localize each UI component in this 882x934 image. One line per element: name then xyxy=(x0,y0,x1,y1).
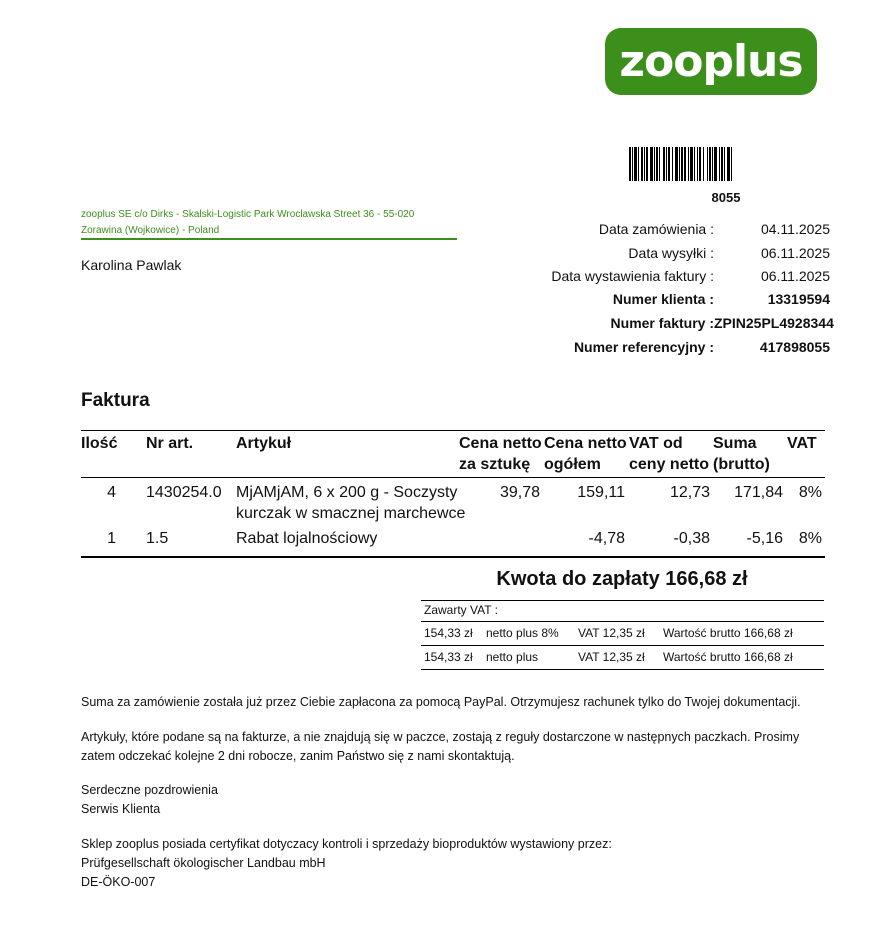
total-to-pay: Kwota do zapłaty 166,68 zł xyxy=(496,568,748,590)
meta-reference-number xyxy=(474,339,830,355)
meta-label: Numer faktury : xyxy=(610,315,714,331)
col-header-gross-sum xyxy=(713,433,770,475)
header-line: za sztukę xyxy=(459,456,531,473)
table-header-rule xyxy=(81,477,825,478)
zooplus-logo: zooplus xyxy=(605,28,817,95)
col-header-net-total xyxy=(544,433,627,475)
meta-value: 13319594 xyxy=(767,291,830,307)
note-certificate xyxy=(81,835,821,892)
note-paid: Suma za zamówienie została już przez Ciebie zapłacona za pomocą PayPal. Otrzymujesz rachunek tylko do Twojej dokumentacji. xyxy=(81,695,801,709)
row1-vat-rate: 8% xyxy=(798,484,822,501)
meta-label: Data zamówienia : xyxy=(598,221,714,237)
sender-line-2: Zorawina (Wojkowice) - Poland xyxy=(81,225,220,236)
row2-article-number: 1.5 xyxy=(146,530,169,547)
barcode-number: 8055 xyxy=(711,190,741,205)
note-greeting xyxy=(81,781,821,819)
meta-order-date xyxy=(474,221,830,237)
sender-address xyxy=(81,207,457,239)
vat-label-rule xyxy=(421,621,824,622)
note-line: Artykuły, które podane są na fakturze, a nie znajdują się w paczce, zostają z reguły dostarczone w następnych paczkach. Prosimy xyxy=(81,730,800,744)
note-line: zatem odczekać kolejne 2 dni robocze, zanim Państwo się z nami skontaktują. xyxy=(81,749,515,763)
vat-row1-desc: netto plus 8% xyxy=(486,626,559,640)
vat-row2-gross: Wartość brutto 166,68 zł xyxy=(663,650,793,664)
note-missing-items xyxy=(81,728,821,766)
row1-vat-amount: 12,73 xyxy=(669,484,710,501)
note-line: DE-ÖKO-007 xyxy=(81,875,156,889)
header-line: ceny netto xyxy=(629,456,710,473)
meta-value: 417898055 xyxy=(759,339,830,355)
col-header-qty: Ilość xyxy=(81,435,118,452)
row2-gross-sum: -5,16 xyxy=(746,530,783,547)
row1-unit-price: 39,78 xyxy=(499,484,540,501)
vat-row-rule xyxy=(421,645,824,646)
table-bottom-rule xyxy=(81,556,825,558)
vat-bottom-rule xyxy=(421,669,824,670)
meta-label: Numer klienta : xyxy=(612,291,714,307)
col-header-vat-rate: VAT xyxy=(787,435,817,452)
row1-article-number: 1430254.0 xyxy=(146,484,222,501)
meta-ship-date xyxy=(474,245,830,261)
vat-row1-net: 154,33 zł xyxy=(424,626,473,640)
row1-gross-sum: 171,84 xyxy=(734,484,783,501)
meta-value: 06.11.2025 xyxy=(760,245,830,261)
table-top-rule xyxy=(81,430,825,431)
note-line: Serdeczne pozdrowienia xyxy=(81,783,218,797)
meta-label: Data wystawienia faktury : xyxy=(551,268,714,284)
note-line: Serwis Klienta xyxy=(81,802,161,816)
meta-customer-number xyxy=(474,291,830,307)
barcode xyxy=(629,147,823,181)
note-line: Sklep zooplus posiada certyfikat dotyczacy kontroli i sprzedaży bioproduktów wystawiony przez: xyxy=(81,837,612,851)
header-line: Cena netto xyxy=(459,435,542,452)
article-line: MjAMjAM, 6 x 200 g - Soczysty xyxy=(236,484,458,501)
row1-qty: 4 xyxy=(107,484,116,501)
col-header-article: Artykuł xyxy=(236,435,292,452)
row1-article xyxy=(236,482,465,524)
vat-row2-desc: netto plus xyxy=(486,650,539,664)
header-line: Cena netto xyxy=(544,435,627,452)
meta-invoice-number xyxy=(474,315,834,331)
meta-value: 06.11.2025 xyxy=(760,268,830,284)
sender-line-1: zooplus SE c/o Dirks - Skalski-Logistic Park Wroclawska Street 36 - 55-020 xyxy=(81,209,415,220)
meta-value: 04.11.2025 xyxy=(760,221,830,237)
row2-article: Rabat lojalnościowy xyxy=(236,530,378,547)
vat-row1-vat: VAT 12,35 zł xyxy=(578,626,645,640)
header-line: ogółem xyxy=(544,456,601,473)
row2-net-total: -4,78 xyxy=(588,530,625,547)
vat-row2-vat: VAT 12,35 zł xyxy=(578,650,645,664)
meta-label: Numer referencyjny : xyxy=(573,339,714,355)
row2-vat-amount: -0,38 xyxy=(673,530,710,547)
header-line: VAT od xyxy=(629,435,683,452)
meta-invoice-date xyxy=(474,268,830,284)
vat-top-rule xyxy=(421,600,824,601)
note-line: Prüfgesellschaft ökologischer Landbau mbH xyxy=(81,856,326,870)
sender-divider xyxy=(81,238,457,240)
header-line: (brutto) xyxy=(713,456,770,473)
vat-row2-net: 154,33 zł xyxy=(424,650,473,664)
vat-summary-label: Zawarty VAT : xyxy=(424,603,499,617)
article-line: kurczak w smacznej marchewce xyxy=(236,505,466,522)
meta-label: Data wysyłki : xyxy=(628,245,714,261)
vat-row1-gross: Wartość brutto 166,68 zł xyxy=(663,626,793,640)
row2-vat-rate: 8% xyxy=(798,530,822,547)
invoice-title: Faktura xyxy=(81,390,150,411)
row2-qty: 1 xyxy=(107,530,116,547)
col-header-vat-amount xyxy=(629,433,709,475)
meta-value: ZPIN25PL4928344 xyxy=(714,315,834,331)
col-header-article-number: Nr art. xyxy=(146,435,194,452)
recipient-name: Karolina Pawlak xyxy=(81,257,182,273)
col-header-unit-price xyxy=(459,433,542,475)
header-line: Suma xyxy=(713,435,757,452)
row1-net-total: 159,11 xyxy=(577,484,625,501)
